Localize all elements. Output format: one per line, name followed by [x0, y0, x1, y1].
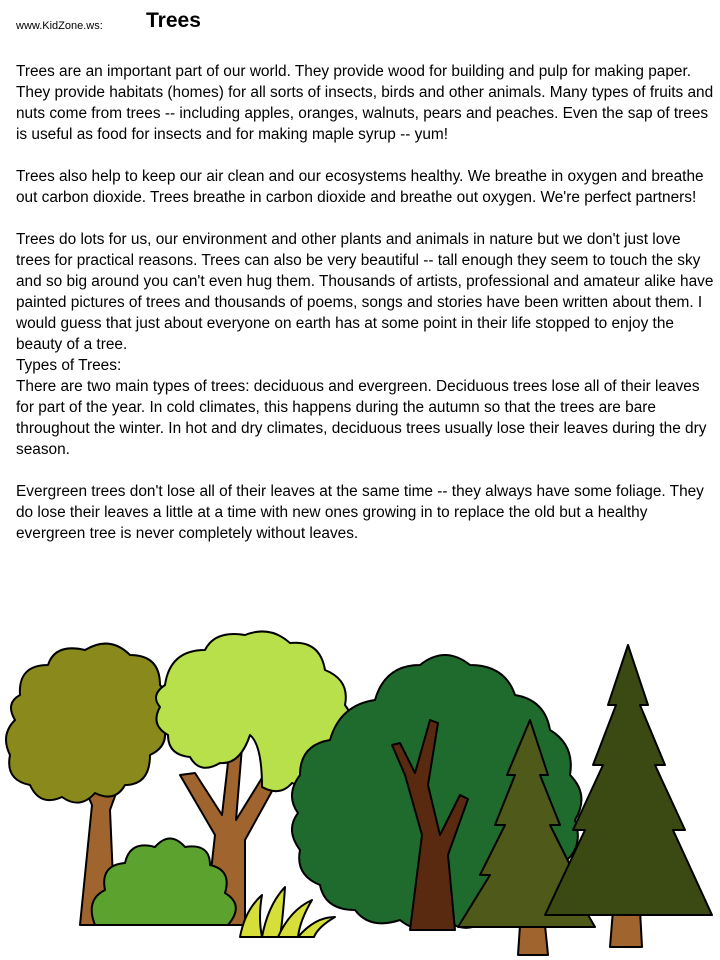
page-title: Trees	[146, 9, 201, 32]
fern	[240, 887, 335, 937]
types-heading: Types of Trees:	[16, 357, 122, 374]
article-body	[16, 61, 718, 544]
paragraph-beauty: Trees do lots for us, our environment and other plants and animals in nature but we don't just love trees for practical reasons. Trees can also be very beautiful -- tall enough they seem to touch the sky and so big around you can't even hug them. Thousands of artists, professional and amateur alike have painted pictures of trees and thousands of poems, songs and stories have been written about them. I would guess that just about everyone on earth has at some point in their life stopped to enjoy the beauty of a tree.	[16, 231, 714, 353]
olive-tree-canopy	[6, 644, 168, 803]
pine-tree-small-trunk	[518, 925, 548, 955]
trees-illustration	[0, 625, 720, 960]
paragraph-evergreen: Evergreen trees don't lose all of their leaves at the same time -- they always have some foliage. They do lose their leaves a little at a time with new ones growing in to replace the old but a healthy evergreen tree is never completely without leaves.	[16, 483, 704, 542]
site-name: www.KidZone.ws:	[16, 20, 103, 32]
paragraph-deciduous: There are two main types of trees: deciduous and evergreen. Deciduous trees lose all of their leaves for part of the year. In cold climates, this happens during the autumn so that the trees are bare throughout the winter. In hot and dry climates, deciduous trees usually lose their leaves during the dry season.	[16, 378, 707, 458]
paragraph-intro: Trees are an important part of our world. They provide wood for building and pulp for making paper. They provide habitats (homes) for all sorts of insects, birds and other animals. Many types of fruits and nuts come from trees -- including apples, oranges, walnuts, pears and peaches. Even the sap of trees is useful as food for insects and for making maple syrup -- yum!	[16, 63, 714, 143]
paragraph-air: Trees also help to keep our air clean and our ecosystems healthy. We breathe in oxygen and breathe out carbon dioxide. Trees breathe in carbon dioxide and breathe out oxygen. We're perfect partners!	[16, 168, 704, 206]
